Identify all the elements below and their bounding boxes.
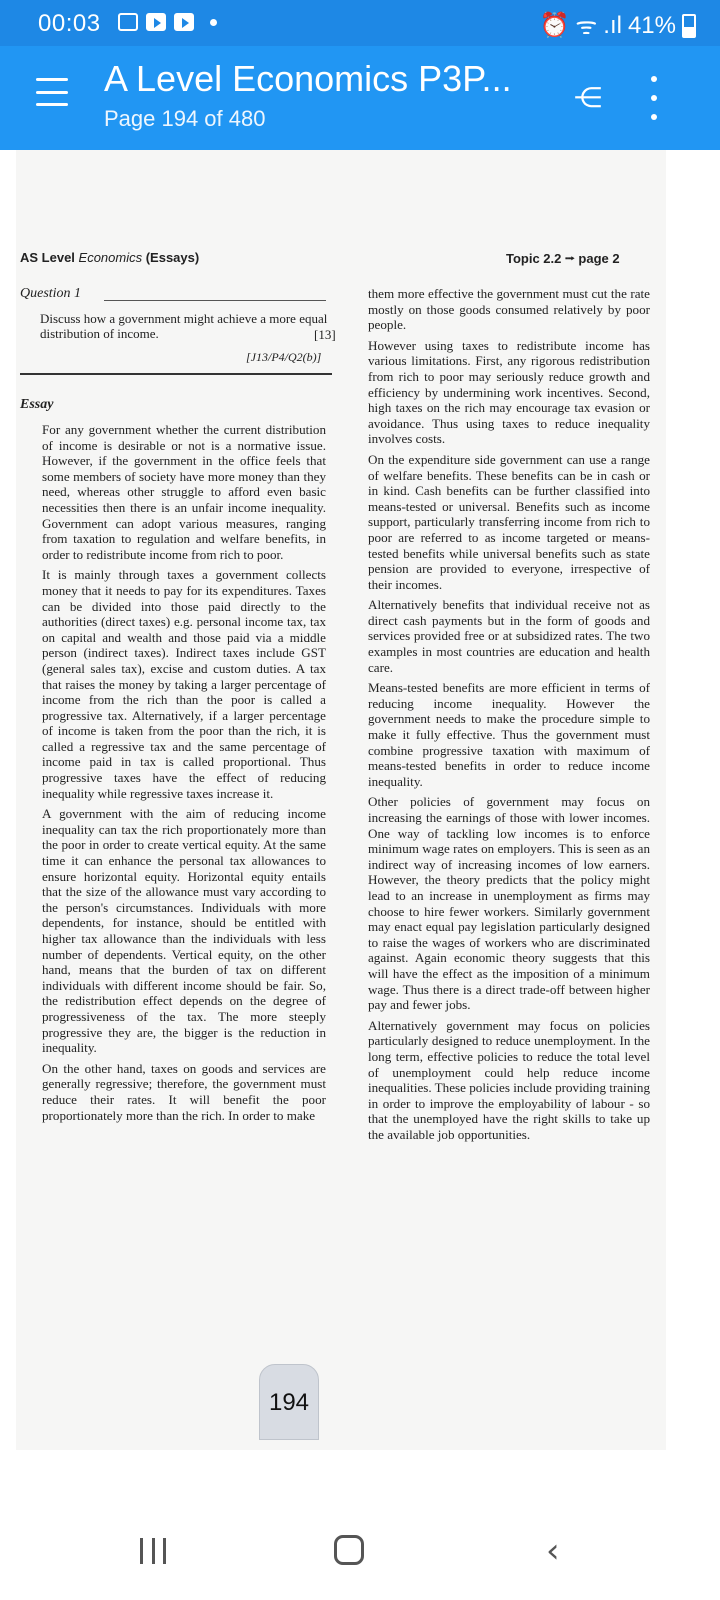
page-number-scroll-handle[interactable]: 194	[259, 1364, 319, 1440]
notification-icons	[118, 13, 217, 31]
question-text: Discuss how a government might achieve a more equal distribution of income.	[40, 311, 328, 341]
paragraph: On the expenditure side government can use a range of welfare benefits. These benefits can be in cash or in kind. Cash benefits can be further classified into means-tested or universal. Benefits such as income support, particularly transferring income from rich to poor are referred to as income targeted or means-tested benefits while universal benefits such as state pension are provided to everyone, irrespective of their incomes.	[368, 451, 650, 592]
paragraph: them more effective the government must cut the rate mostly on those goods consumed relatively by poor people.	[368, 286, 650, 333]
question-reference: [J13/P4/Q2(b)]	[246, 350, 322, 364]
question-marks: [13]	[314, 327, 336, 342]
navigation-bar	[0, 1500, 720, 1600]
paragraph: Means-tested benefits are more efficient in terms of reducing income inequality. However the government needs to make the procedure simple to make it fully effective. Thus the government must combine progressive taxation with maximum of means-tested benefits in order to reduce income inequality.	[368, 680, 650, 789]
youtube-notification-icon	[146, 13, 166, 31]
home-icon[interactable]	[334, 1535, 364, 1565]
paragraph: For any government whether the current distribution of income is desirable or not is a normative issue. However, if the government in the office feels that some members of society have more money than they need, whereas other struggle to afford even basic necessities then there is an unfair income inequality. Government can adopt various measures, ranging from taxation to regulation and welfare benefits, in order to redistribute income from rich to poor.	[42, 422, 326, 562]
document-title: A Level Economics P3P...	[104, 58, 512, 99]
essay-right-column	[368, 286, 650, 1147]
battery-percent: 41%	[627, 11, 676, 39]
status-time: 00:03	[38, 10, 101, 37]
recent-apps-icon[interactable]	[140, 1538, 166, 1564]
paragraph: Other policies of government may focus on increasing the earnings of those with lower incomes. One way of tackling low incomes is to enforce minimum wage rates on employers. This is seen as an indirect way of increasing incomes of low earners. However, the theory predicts that the policy might lead to an increase in unemployment as firms may choose to hire fewer workers. Similarly government may enact equal pay legislation particularly designed to raise the wages of workers who are discriminated against. Again economic theory suggests that this will have the effect as the imposition of a minimum wage. Thus there is a direct trade-off between higher pay and fewer jobs.	[368, 794, 650, 1013]
running-header-left: AS Level Economics (Essays)	[20, 250, 200, 265]
system-status	[539, 9, 696, 42]
reading-mode-icon[interactable]: ⋲	[574, 82, 602, 113]
back-icon[interactable]: ‹	[546, 1531, 560, 1571]
paragraph: A government with the aim of reducing income inequality can tax the rich proportionately more than the poor in order to create vertical equity. At the same time it can enhance the personal tax allowances to ensure horizontal equity. Horizontal equity entails that the size of the allowance must vary according to the person's circumstances. Individuals with more dependents, for instance, should be entitled with higher tax allowance than the individuals with less number of dependents. Vertical equity, on the other hand, means that the burden of tax on different individuals with different income should be fair. So, the redistribution effect depends on the degree of progressiveness of the tax. The more steeply progressive they are, the bigger is the reduction in inequality.	[42, 806, 326, 1056]
pdf-page[interactable]	[16, 150, 666, 1450]
essay-label: Essay	[20, 397, 54, 412]
question-divider	[104, 300, 326, 301]
running-header-right: Topic 2.2 ⭬ page 2	[506, 251, 620, 266]
page-indicator: Page 194 of 480	[104, 106, 266, 131]
paragraph: It is mainly through taxes a government collects money that it needs to pay for its expenditures. Taxes can be divided into those paid directly to the authorities (direct taxes) e.g. personal income tax, tax on capital and wealth and those paid via a middle person (indirect taxes). Indirect taxes include GST (general sales tax), excise and custom duties. A tax that raises the money by taking a larger percentage of income from the rich than the poor is called a progressive tax. Alternatively, if a larger percentage of income is taken from the poor than the rich, it is called a regressive tax and the same percentage of income paid in tax is called proportional. Thus progressive taxes have the effect of reducing inequality while regressive taxes increase it.	[42, 567, 326, 801]
youtube-notification-icon-2	[174, 13, 194, 31]
more-options-icon[interactable]	[646, 76, 662, 120]
section-divider	[20, 373, 332, 375]
essay-left-column	[42, 422, 326, 1128]
alarm-icon: ⏰	[539, 12, 570, 39]
battery-icon	[682, 14, 696, 38]
paragraph: Alternatively benefits that individual receive not as direct cash payments but in the form of goods and services provided free or at subsidized rates. The two examples in most countries are education and health care.	[368, 597, 650, 675]
gallery-notification-icon	[118, 13, 138, 31]
menu-button[interactable]	[36, 78, 68, 106]
menu-icon	[36, 78, 68, 81]
signal-icon: .ıl	[603, 11, 622, 39]
more-notifications-dot-icon	[210, 19, 217, 26]
app-bar	[0, 46, 720, 150]
wifi-icon: ᯤ	[575, 13, 598, 40]
question-label: Question 1	[20, 286, 82, 301]
paragraph: However using taxes to redistribute income has various limitations. First, any rigorous redistribution from rich to poor may seriously reduce growth and efficiency by undermining work incentives. Second, high taxes on the rich may encourage tax evasion or avoidance. Thus using taxes to reduce inequality involves costs.	[368, 337, 650, 447]
paragraph: Alternatively government may focus on policies particularly designed to reduce unemployment. In the long term, effective policies to reduce the total level of unemployment could help reduce income inequalities. These policies include providing training in order to improve the employability of labour - so that the unemployed have the right skills to take up the available job opportunities.	[368, 1017, 650, 1142]
status-bar	[0, 0, 720, 46]
paragraph: On the other hand, taxes on goods and services are generally regressive; therefore, the government must reduce their rates. It will benefit the poor proportionately more than the rich. In order to make	[42, 1060, 326, 1123]
